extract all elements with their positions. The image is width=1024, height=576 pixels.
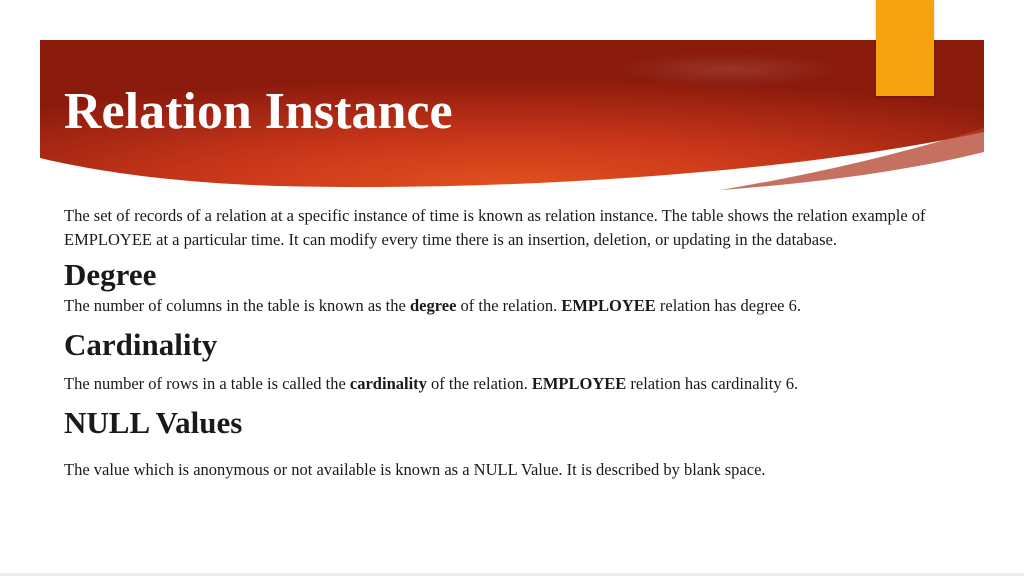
cardinality-text-middle: of the relation. bbox=[426, 373, 532, 393]
null-values-heading: NULL Values bbox=[64, 405, 243, 440]
cardinality-entity: EMPLOYEE bbox=[531, 373, 627, 393]
intro-paragraph: The set of records of a relation at a specific instance of time is known as relation instance. The table shows the relation example of EMPLOYEE at a particular time. It can modify every time there is an insertion, deletion, or updating in the database. bbox=[64, 206, 926, 249]
cardinality-term: cardinality bbox=[349, 373, 427, 393]
degree-entity: EMPLOYEE bbox=[561, 296, 656, 315]
accent-tab bbox=[876, 0, 934, 96]
degree-paragraph bbox=[64, 294, 990, 318]
degree-text-after: relation has degree 6. bbox=[655, 296, 801, 315]
degree-text-middle: of the relation. bbox=[456, 296, 562, 315]
cardinality-text-after: relation has cardinality 6. bbox=[626, 373, 799, 393]
cardinality-text-before: The number of rows in a table is called the bbox=[64, 373, 350, 393]
null-values-paragraph: The value which is anonymous or not available is known as a NULL Value. It is described by blank space. bbox=[64, 460, 766, 479]
degree-term: degree bbox=[409, 296, 457, 315]
cardinality-heading: Cardinality bbox=[64, 326, 218, 362]
slide-content bbox=[64, 204, 990, 482]
cardinality-paragraph bbox=[64, 372, 990, 396]
degree-text-before: The number of columns in the table is known as the bbox=[64, 296, 410, 315]
degree-heading: Degree bbox=[64, 257, 157, 292]
slide-title: Relation Instance bbox=[64, 83, 453, 140]
